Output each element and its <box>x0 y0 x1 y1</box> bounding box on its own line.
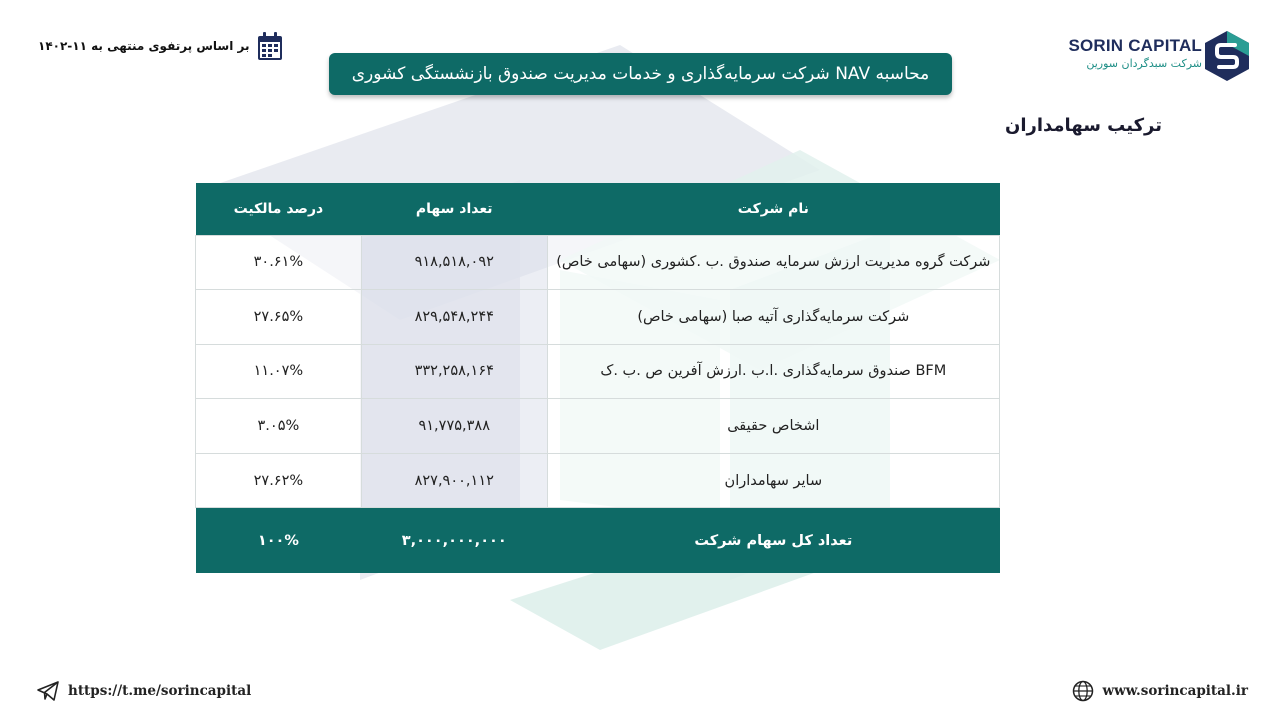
header-ownership-percent: درصد مالکیت <box>196 183 362 235</box>
ownership-percent-cell: ۱۱.۰۷% <box>196 344 362 399</box>
company-name-cell: سایر سهامداران <box>547 453 999 508</box>
company-name-cell: شرکت گروه مدیریت ارزش سرمایه صندوق .ب .کشوری (سهامی خاص) <box>547 235 999 290</box>
shareholders-table <box>195 183 1000 573</box>
total-shares-cell: ۳,۰۰۰,۰۰۰,۰۰۰ <box>361 508 547 573</box>
ownership-percent-cell: ۲۷.۶۲% <box>196 453 362 508</box>
globe-icon <box>1071 680 1095 702</box>
date-note <box>38 30 283 62</box>
table-row <box>196 344 1000 399</box>
table-row <box>196 399 1000 454</box>
table-row <box>196 290 1000 345</box>
page-title-banner <box>329 53 952 95</box>
calendar-icon <box>257 31 283 61</box>
total-percent-cell: ۱۰۰% <box>196 508 362 573</box>
telegram-icon <box>36 680 60 702</box>
share-count-cell: ۸۲۷,۹۰۰,۱۱۲ <box>361 453 547 508</box>
table-row <box>196 453 1000 508</box>
share-count-cell: ۸۲۹,۵۴۸,۲۴۴ <box>361 290 547 345</box>
company-name-cell: اشخاص حقیقی <box>547 399 999 454</box>
total-label-cell: تعداد کل سهام شرکت <box>547 508 999 573</box>
table-total-row <box>196 508 1000 573</box>
company-name-cell: BFM صندوق سرمایه‌گذاری .ا.ب .ارزش آفرین ص .ب .ک <box>547 344 999 399</box>
share-count-cell: ۹۱۸,۵۱۸,۰۹۲ <box>361 235 547 290</box>
share-count-cell: ۳۳۲,۲۵۸,۱۶۴ <box>361 344 547 399</box>
header-company-name: نام شرکت <box>547 183 999 235</box>
telegram-url[interactable]: https://t.me/sorincapital <box>68 683 252 699</box>
header-share-count: تعداد سهام <box>361 183 547 235</box>
logo-name: SORIN CAPITAL <box>1068 36 1202 55</box>
company-logo <box>1070 30 1250 86</box>
website-url[interactable]: www.sorincapital.ir <box>1102 683 1248 699</box>
ownership-percent-cell: ۳۰.۶۱% <box>196 235 362 290</box>
page-title: محاسبه NAV شرکت سرمایه‌گذاری و خدمات مدیریت صندوق بازنشستگی کشوری <box>351 64 930 84</box>
table-row <box>196 235 1000 290</box>
logo-subtitle: شرکت سبدگردان سورین <box>1086 57 1202 70</box>
ownership-percent-cell: ۲۷.۶۵% <box>196 290 362 345</box>
website-link[interactable] <box>1071 680 1248 702</box>
table-header-row <box>196 183 1000 235</box>
logo-mark-icon <box>1204 30 1250 82</box>
date-note-text: بر اساس پرتفوی منتهی به ۱۱-۱۴۰۲ <box>38 39 250 53</box>
section-title: ترکیب سهامداران <box>1004 115 1162 136</box>
ownership-percent-cell: ۳.۰۵% <box>196 399 362 454</box>
telegram-link[interactable] <box>36 680 251 702</box>
share-count-cell: ۹۱,۷۷۵,۳۸۸ <box>361 399 547 454</box>
company-name-cell: شرکت سرمایه‌گذاری آتیه صبا (سهامی خاص) <box>547 290 999 345</box>
